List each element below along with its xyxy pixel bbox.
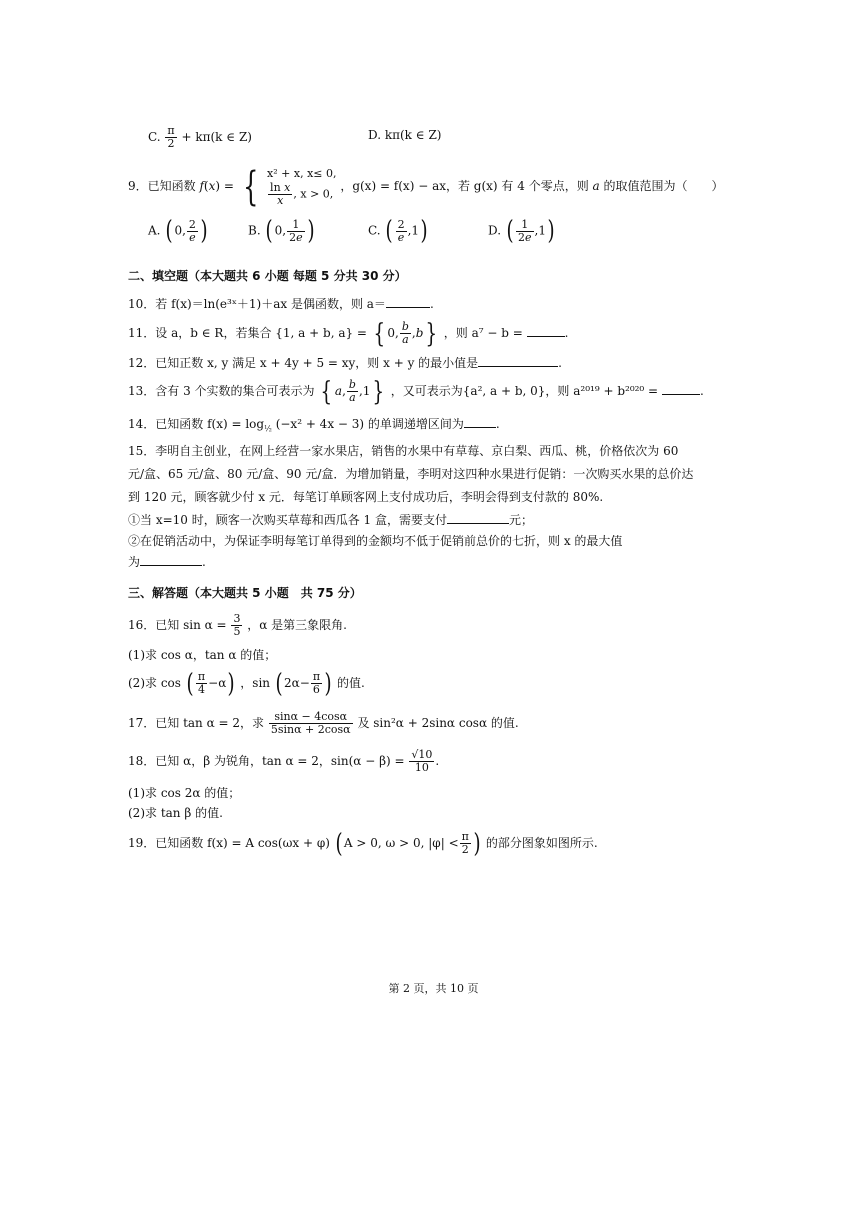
answer-blank[interactable] <box>386 295 430 308</box>
q9-option-c: C. ( $\frac{2}{e}$ ,1) <box>368 216 428 246</box>
section-2-heading: 二、填空题（本大题共 6 小题 每题 5 分共 30 分） <box>128 269 407 283</box>
answer-blank[interactable] <box>140 553 202 566</box>
fraction-denominator: 5sinα + 2cosα <box>270 723 351 736</box>
answer-blank[interactable] <box>478 354 558 367</box>
q15-part-1: ①当 x=10 时，顾客一次购买草莓和西瓜各 1 盒，需要支付 <box>128 513 447 527</box>
q9-suffix: 的取值范围为（ ） <box>603 179 724 193</box>
q16-p2-mid: ，sin <box>240 676 271 690</box>
q15-line-6 <box>128 553 206 571</box>
q16-part-1: (1)求 cos α，tan α 的值； <box>128 648 277 662</box>
question-18: 18．已知 α，β 为锐角，tan α = 2，sin(α − β) = $\frac{√10}{10}$ . <box>128 748 440 774</box>
q9-mid: ，g(x) = f(x) − ax，若 g(x) 有 4 个零点，则 <box>340 179 589 193</box>
option-label: A. <box>148 223 161 238</box>
answer-blank[interactable] <box>662 382 700 395</box>
answer-blank[interactable] <box>527 324 565 337</box>
q19-prefix: 19．已知函数 f(x) = A cos(ωx + φ) <box>128 836 330 850</box>
option-label: C. <box>368 223 381 238</box>
q10-end: . <box>429 297 434 311</box>
q13-mid: ，又可表示为{a², a + b, 0}，则 a²⁰¹⁹ + b²⁰²⁰ = <box>390 384 659 398</box>
q9-option-b: B. ( 0, $\frac{1}{2e}$ ) <box>248 216 315 246</box>
q15-part-2: 为 <box>128 555 141 569</box>
question-16: 16．已知 sin α = $\frac{3}{5}$ ，α 是第三象限角. <box>128 612 347 638</box>
option-text: + kπ(k ∈ Z) <box>181 130 252 144</box>
q11-end: . <box>564 326 569 340</box>
q14-end: . <box>495 417 500 431</box>
question-12 <box>128 354 562 372</box>
q17-prefix: 17．已知 tan α = 2，求 <box>128 716 265 730</box>
q15-line-1: 15．李明自主创业，在网上经营一家水果店，销售的水果中有草莓、京白梨、西瓜、桃，价格依次为 60 <box>128 444 679 458</box>
question-9: 9．已知函数 f(x) = { x² + x, x≤ 0, $\frac{\text{ln x}}{x}$ , x > 0, ，g(x) = f(x) − ax，若 g(x) 有 4 个零点，则 a 的取值范围为（ ） <box>128 163 724 210</box>
page-footer: 第 2 页，共 10 页 <box>388 982 479 995</box>
q13-end: . <box>699 384 704 398</box>
q9-prefix: 9．已知函数 <box>128 179 196 193</box>
q16-p2-prefix: (2)求 cos <box>128 676 181 690</box>
question-11: 11．设 a，b ∈ R，若集合 {1, a + b, a} = { 0, $\frac{b}{a}$ ,b} ，则 a⁷ − b = . <box>128 318 569 349</box>
q12-text: 12．已知正数 x, y 满足 x + 4y + 5 = xy，则 x + y 的最小值是 <box>128 356 479 370</box>
q16-part-2: (2)求 cos ( $\frac{\pi}{4}$ −α) ，sin ( 2α− $\frac{\pi}{6}$ ) 的值. <box>128 668 365 699</box>
pi-over-2: $\frac{\pi}{2}$ <box>167 124 175 150</box>
q14-mid: (−x² + 4x − 3) 的单调递增区间为 <box>275 417 464 431</box>
q15-line-5: ②在促销活动中，为保证李明每笔订单得到的金额均不低于促销前总价的七折，则 x 的最大值 <box>128 534 623 548</box>
q11-prefix: 11．设 a，b ∈ R，若集合 {1, a + b, a} = <box>128 326 367 340</box>
piece-2: , x > 0, <box>293 187 334 201</box>
q18-part-2: (2)求 tan β 的值. <box>128 806 223 820</box>
question-10 <box>128 295 434 313</box>
q11-mid: ，则 a⁷ − b = <box>443 326 523 340</box>
q10-text: 10．若 f(x)＝ln(e³ˣ＋1)＋ax 是偶函数，则 a＝ <box>128 297 386 311</box>
q17-mid: 及 sin²α + 2sinα cosα 的值. <box>357 716 519 730</box>
q18-part-1: (1)求 cos 2α 的值； <box>128 786 241 800</box>
option-label: D. <box>488 223 502 238</box>
question-14 <box>128 415 500 438</box>
q18-end: . <box>435 754 440 768</box>
q12-end: . <box>558 356 562 370</box>
q15-line-4 <box>128 511 533 529</box>
question-19: 19．已知函数 f(x) = A cos(ωx + φ) ( A > 0, ω > 0, |φ| < $\frac{\pi}{2}$ ) 的部分图象如图所示. <box>128 828 598 859</box>
q14-prefix: 14．已知函数 f(x) = log <box>128 417 265 431</box>
q8-option-d <box>368 128 442 142</box>
q19-end: 的部分图象如图所示. <box>485 836 598 850</box>
q16-prefix: 16．已知 sin α = <box>128 618 227 632</box>
piecewise-body: x² + x, x≤ 0, $\frac{\text{ln x}}{x}$ , x > 0, <box>267 167 337 207</box>
option-label: D. <box>368 128 382 142</box>
option-label: C. <box>148 130 161 144</box>
piece-1: x² + x, x≤ 0, <box>267 167 337 180</box>
option-label: B. <box>248 223 261 238</box>
answer-blank[interactable] <box>464 415 496 428</box>
q9-option-d: D. ( $\frac{1}{2e}$ ,1) <box>488 216 555 246</box>
question-17 <box>128 708 519 738</box>
q16-p2-end: 的值. <box>337 676 365 690</box>
section-3-heading: 三、解答题（本大题共 5 小题 共 75 分） <box>128 586 362 600</box>
q13-prefix: 13．含有 3 个实数的集合可表示为 <box>128 384 315 398</box>
q16-mid: ，α 是第三象限角. <box>247 618 347 632</box>
question-13: 13．含有 3 个实数的集合可表示为 { a, $\frac{b}{a}$ ,1} ，又可表示为{a², a + b, 0}，则 a²⁰¹⁹ + b²⁰²⁰ = . <box>128 376 704 407</box>
piecewise-brace: { <box>242 163 259 210</box>
q15-line-3: 到 120 元，顾客就少付 x 元．每笔订单顾客网上支付成功后，李明会得到支付款的 80%. <box>128 490 604 504</box>
option-text: kπ(k ∈ Z) <box>384 128 442 142</box>
q15-line-2: 元/盒、65 元/盒、80 元/盒、90 元/盒．为增加销量，李明对这四种水果进行促销：一次购买水果的总价达 <box>128 467 694 481</box>
fraction-numerator: sinα − 4cosα <box>269 711 353 724</box>
q19-condition: A > 0, ω > 0, |φ| < <box>343 836 459 850</box>
q9-option-a: A. ( 0, $\frac{2}{e}$ ) <box>148 216 208 246</box>
q15-part-2-end: . <box>202 555 206 569</box>
q8-option-c <box>148 125 252 150</box>
log-base: ½ <box>264 424 272 434</box>
q18-prefix: 18．已知 α，β 为锐角，tan α = 2，sin(α − β) = <box>128 754 405 768</box>
q15-part-1-end: 元； <box>509 513 534 527</box>
answer-blank[interactable] <box>447 511 509 524</box>
